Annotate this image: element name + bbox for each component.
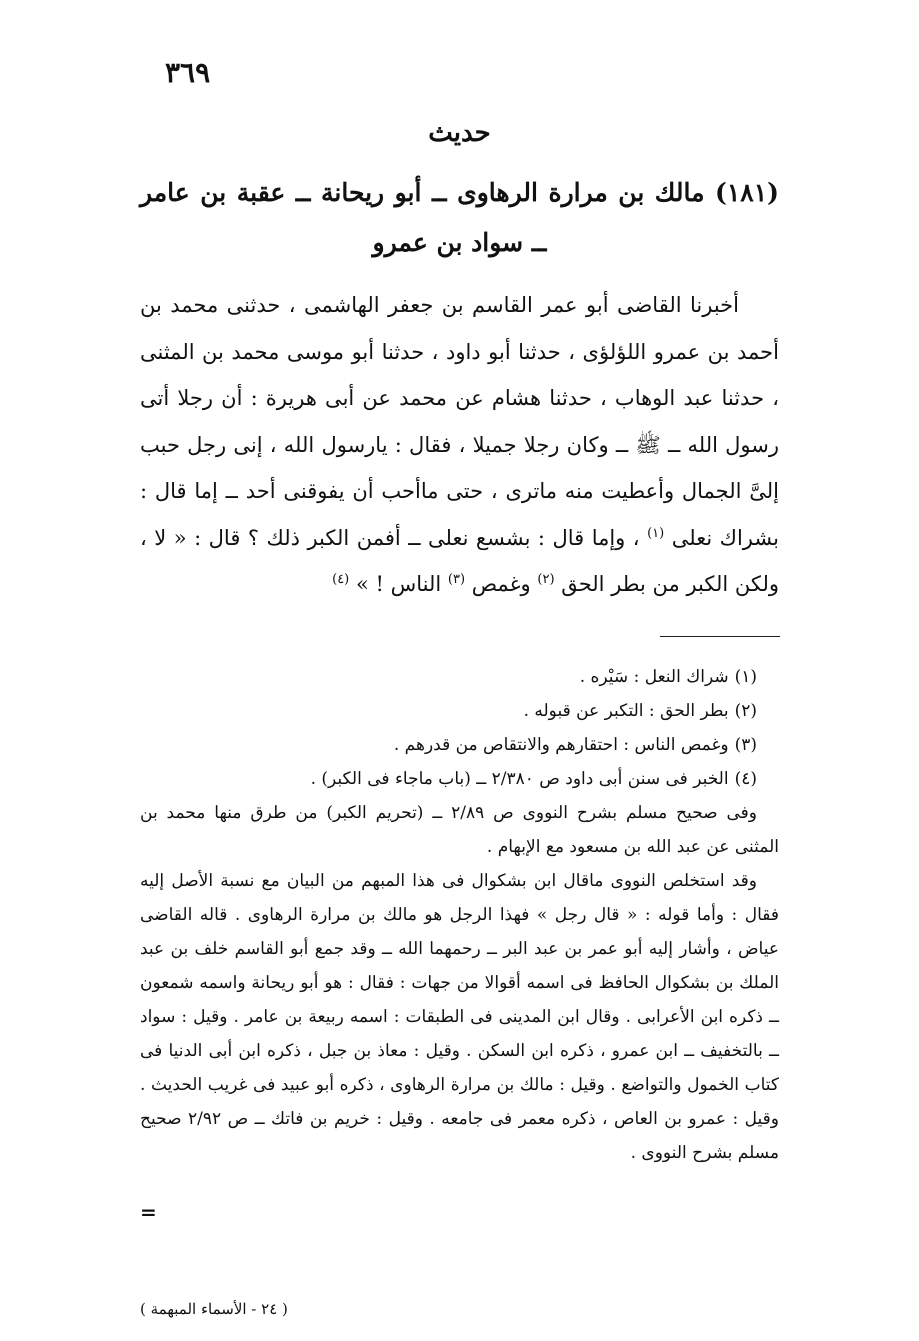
- page-number: ٣٦٩: [165, 56, 211, 89]
- footnote-text: وغمص الناس : احتقارهم والانتقاص من قدرهم .: [393, 735, 729, 755]
- footnote-number: (٢): [734, 701, 757, 721]
- hadith-title: (١٨١) مالك بن مرارة الرهاوى ــ أبو ريحانة ــ عقبة بن عامر ــ سواد بن عمرو: [140, 178, 779, 257]
- footnote-number: (١): [734, 667, 757, 687]
- footnote-text: شراك النعل : سَيْره .: [579, 667, 729, 687]
- footnote-ref-4: (٤): [332, 572, 350, 587]
- section-label: حديث: [428, 118, 491, 148]
- footnote-number: (٤): [734, 769, 757, 789]
- footnote-item: [140, 728, 779, 762]
- footnote-paragraph: وفى صحيح مسلم بشرح النووى ص ٢/٨٩ ــ (تحريم الكبر) من طرق منها محمد بن المثنى عن عبد الله بن مسعود مع الإبهام .: [140, 803, 779, 857]
- footnote-item: [140, 660, 779, 694]
- footnote-text: الخبر فى سنن أبى داود ص ٢/٣٨٠ ــ (باب ماجاء فى الكبر) .: [310, 769, 729, 789]
- footnote-ref-2: (٢): [537, 572, 555, 587]
- page-footer: ( ٢٤ - الأسماء المبهمة ): [140, 1300, 288, 1318]
- footnote-text: بطر الحق : التكبر عن قبوله .: [523, 701, 729, 721]
- hadith-text: [140, 282, 779, 608]
- hadith-paragraph: [140, 282, 779, 608]
- footnote-number: (٣): [734, 735, 757, 755]
- footnote-ref-3: (٣): [447, 572, 466, 587]
- hadith-text-segment: الناس ! »: [355, 572, 442, 596]
- hadith-text-segment: وغمص: [471, 572, 531, 596]
- footnotes: [140, 660, 779, 1170]
- footnote-ref-1: (١): [647, 525, 665, 541]
- hadith-text-segment: أخبرنا القاضى أبو عمر القاسم بن جعفر الهاشمى ، حدثنى محمد بن أحمد بن عمرو اللؤلؤى ، حدثنا أبو داود ، حدثنا أبو موسى محمد بن المثنى ، حدثنا عبد الوهاب ، حدثنا هشام عن محمد عن أبى هريرة : أن رجلا أتى رسول الله ــ ﷺ ــ وكان رجلا جميلا ، فقال : يارسول الله ، إنى رجل حبب إلىَّ الجمال وأعطيت منه ماترى ، حتى ماأحب أن يفوقنى أحد ــ إما قال : بشراك نعلى: [140, 293, 779, 550]
- footnote-item: [140, 694, 779, 728]
- continuation-mark: =: [140, 1200, 157, 1224]
- footnote-item: [140, 762, 779, 796]
- hadith-text-segment: ، وإما قال : بشسع نعلى ــ أفمن الكبر ذلك ؟ قال : « لا ، ولكن الكبر من بطر الحق: [140, 525, 779, 596]
- footnote-paragraph: وقد استخلص النووى ماقال ابن بشكوال فى هذا المبهم من البيان مع نسبة الأصل إليه فقال : وأما قوله : « قال رجل » فهذا الرجل هو مالك بن مرارة الرهاوى . قاله القاضى عياض ، وأشار إليه أبو عمر بن عبد البر ــ رحمهما الله ــ وقد جمع أبو القاسم خلف بن عبد الملك بن بشكوال الحافظ فى اسمه أقوالا من جهات : فقال : هو أبو ريحانة واسمه شمعون ــ ذكره ابن الأعرابى . وقال ابن المدينى فى الطبقات : اسمه ربيعة بن عامر . وقيل : سواد ــ بالتخفيف ــ ابن عمرو ، ذكره ابن السكن . وقيل : معاذ بن جبل ، ذكره ابن أبى الدنيا فى كتاب الخمول والتواضع . وقيل : مالك بن مرارة الرهاوى ، ذكره أبو عبيد فى غريب الحديث . وقيل : عمرو بن العاص ، ذكره معمر فى جامعه . وقيل : خريم بن فاتك ــ ص ٢/٩٢ صحيح مسلم بشرح النووى .: [140, 871, 779, 1163]
- footnote-separator: [660, 636, 780, 637]
